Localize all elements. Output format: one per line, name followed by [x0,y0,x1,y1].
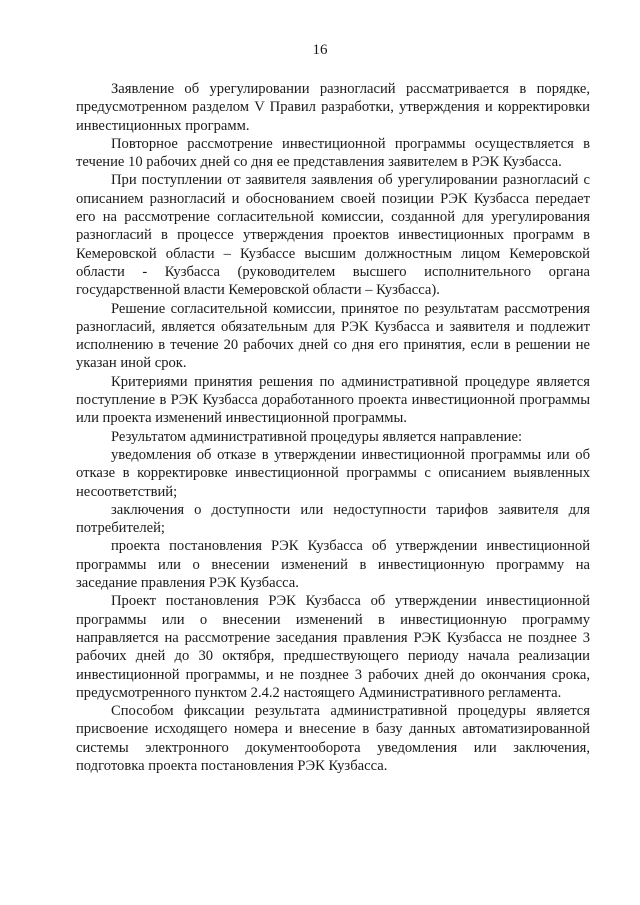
paragraph-result-recording: Способом фиксации результата административной процедуры является присвоение исходящего номера и внесение в базу данных автоматизированной системы электронного документооборота уведомления или заключения, подготовка проекта постановления РЭК Кузбасса. [76,703,590,774]
paragraph-decision-criteria: Критериями принятия решения по административной процедуре является поступление в РЭК Кузбасса доработанного проекта инвестиционной программы или проекта изменений инвестиционной программы. [76,373,590,427]
paragraph-repeat-review: Повторное рассмотрение инвестиционной программы осуществляется в течение 10 рабочих дней со дня ее представления заявителем в РЭК Кузбасса. [76,135,590,171]
paragraph-dispute-procedure: Заявление об урегулировании разногласий рассматривается в порядке, предусмотренном разделом V Правил разработки, утверждения и корректировки инвестиционных программ. [76,81,590,134]
document-body [76,80,590,775]
paragraph-draft-deadline: Проект постановления РЭК Кузбасса об утверждении инвестиционной программы или о внесении изменений в инвестиционную программу направляется на рассмотрение заседания правления РЭК Кузбасса не позднее 3 рабочих дней до 30 октября, предшествующего периоду начала реализации инвестиционной программы, и не позднее 3 рабочих дней до окончания срока, предусмотренного пунктом 2.4.2 настоящего Административного регламента. [76,593,590,701]
page-number: 16 [312,42,328,58]
paragraph-procedure-result: Результатом административной процедуры является направление: [111,428,522,445]
list-item-tariff-conclusion: заключения о доступности или недоступности тарифов заявителя для потребителей; [76,501,590,537]
paragraph-commission-decision: Решение согласительной комиссии, принятое по результатам рассмотрения разногласий, является обязательным для РЭК Кузбасса и заявителя и подлежит исполнению в течение 20 рабочих дней со дня его принятия, если в решении не указан иной срок. [76,300,590,372]
list-item-draft-resolution: проекта постановления РЭК Кузбасса об утверждении инвестиционной программы или о внесении изменений в инвестиционную программу на заседание правления РЭК Кузбасса. [76,538,590,592]
list-item-refusal-notice: уведомления об отказе в утверждении инвестиционной программы или об отказе в корректировке инвестиционной программы с описанием выявленных несоответствий; [76,446,590,500]
paragraph-conciliation-commission: При поступлении от заявителя заявления об урегулировании разногласий с описанием разногласий и обоснованием своей позиции РЭК Кузбасса передает его на рассмотрение согласительной комиссии, созданной для урегулирования разногласий в процессе утверждения проектов инвестиционных программ в Кемеровской области – Кузбассе высшим должностным лицом Кемеровской области - Кузбасса (руководителем высшего исполнительного органа государственной власти Кемеровской области – Кузбасса). [76,172,590,299]
